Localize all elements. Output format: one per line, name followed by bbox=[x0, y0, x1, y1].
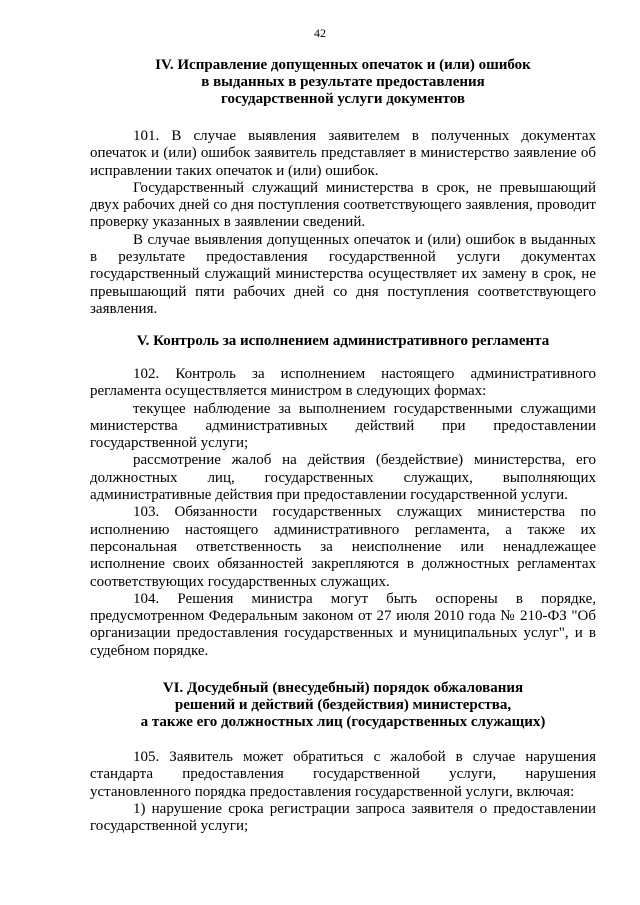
section-5-body bbox=[90, 366, 596, 660]
section-6-title bbox=[90, 680, 596, 731]
paragraph-101-replace: В случае выявления допущенных опечаток и (или) ошибок в выданных в результате предоставления государственной услуги документах государственный служащий министерства осуществляет их замену в срок, не превышающий пяти рабочих дней со дня поступления соответствующего заявления. bbox=[90, 231, 596, 317]
paragraph-102-form-1: текущее наблюдение за выполнением государственными служащими министерства административных действий при предоставлении государственной услуги; bbox=[90, 400, 596, 452]
section-4-title-line: IV. Исправление допущенных опечаток и (или) ошибок bbox=[155, 57, 531, 73]
section-6-body bbox=[90, 749, 596, 835]
paragraph-104: 104. Решения министра могут быть оспорены в порядке, предусмотренном Федеральным законом от 27 июля 2010 года № 210-ФЗ "Об организации предоставления государственных и муниципальных услуг", и в судебном порядке. bbox=[90, 590, 596, 659]
paragraph-103: 103. Обязанности государственных служащих министерства по исполнению настоящего административного регламента, а также их персональная ответственность за неисполнение или ненадлежащее исполнение своих обязанностей закрепляются в должностных регламентах соответствующих государственных служащих. bbox=[90, 504, 596, 590]
section-6-title-line: а также его должностных лиц (государственных служащих) bbox=[140, 714, 546, 730]
paragraph-101: 101. В случае выявления заявителем в полученных документах опечаток и (или) ошибок заявитель представляет в министерство заявление об исправлении таких опечаток и (или) ошибок. bbox=[90, 128, 596, 179]
paragraph-105-item-1: 1) нарушение срока регистрации запроса заявителя о предоставлении государственной услуги; bbox=[90, 800, 596, 835]
section-6-title-line: решений и действий (бездействия) министерства, bbox=[174, 697, 512, 713]
section-5-title bbox=[90, 333, 596, 350]
section-4-title bbox=[90, 57, 596, 108]
paragraph-105: 105. Заявитель может обратиться с жалобой в случае нарушения стандарта предоставления государственной услуги, нарушения установленного порядка предоставления государственной услуги, включая: bbox=[90, 749, 596, 800]
paragraph-102: 102. Контроль за исполнением настоящего административного регламента осуществляется министром в следующих формах: bbox=[90, 366, 596, 400]
paragraph-102-form-2: рассмотрение жалоб на действия (бездействие) министерства, его должностных лиц, государственных служащих, выполняющих административные действия при предоставлении государственной услуги. bbox=[90, 452, 596, 504]
section-4-body bbox=[90, 128, 596, 318]
section-6-title-line: VI. Досудебный (внесудебный) порядок обжалования bbox=[162, 680, 524, 696]
section-4-title-line: в выданных в результате предоставления bbox=[201, 74, 485, 90]
page-number: 42 bbox=[314, 26, 326, 40]
section-4-title-line: государственной услуги документов bbox=[221, 91, 465, 107]
paragraph-101-check: Государственный служащий министерства в срок, не превышающий двух рабочих дней со дня поступления соответствующего заявления, проводит проверку указанных в заявлении сведений. bbox=[90, 179, 596, 231]
section-5-title-line: V. Контроль за исполнением административного регламента bbox=[136, 333, 550, 349]
